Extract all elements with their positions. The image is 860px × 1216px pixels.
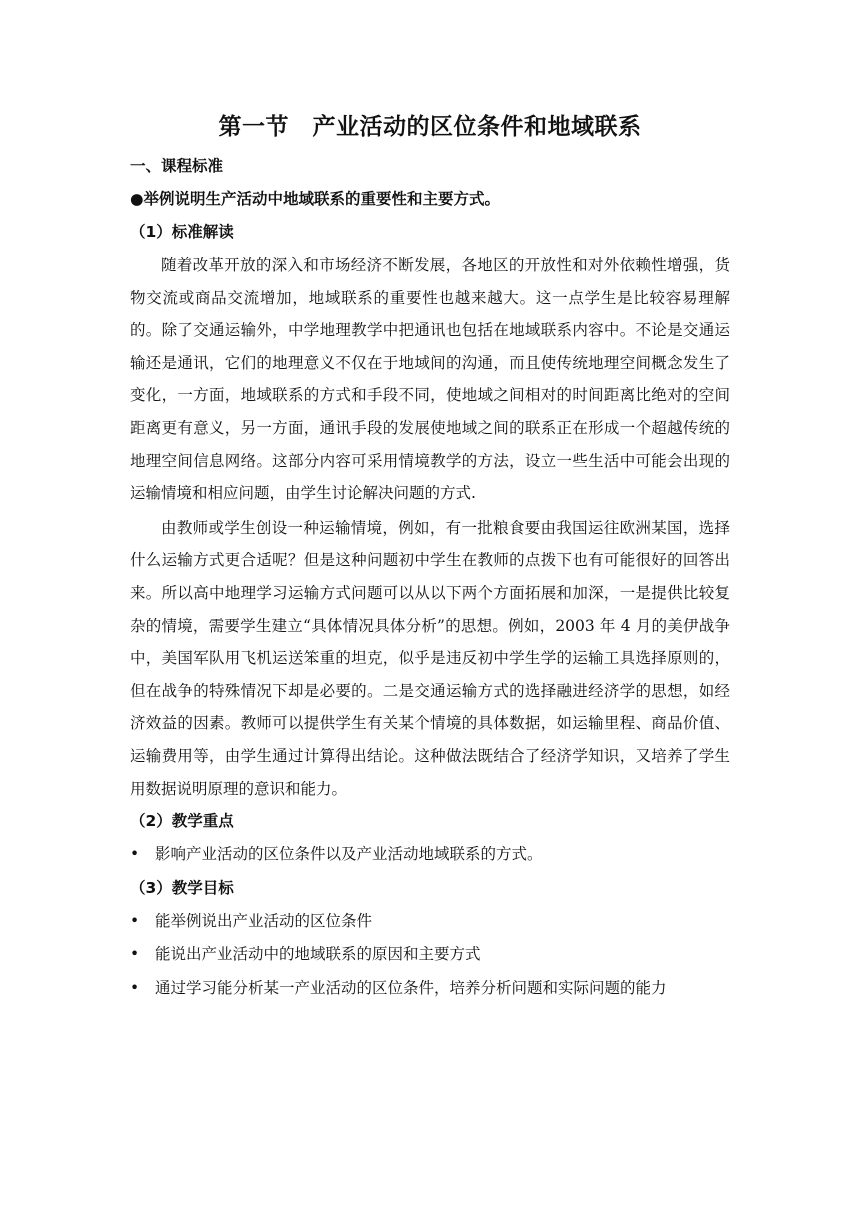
list-item	[130, 838, 730, 872]
bullet-icon: •	[130, 845, 140, 864]
list-item	[130, 905, 730, 939]
focus-item-text: 影响产业活动的区位条件以及产业活动地域联系的方式。	[155, 845, 543, 864]
bullet-icon: •	[130, 911, 140, 930]
objectives-list	[130, 905, 730, 1006]
objective-item-text: 能举例说出产业活动的区位条件	[155, 911, 373, 930]
bullet-icon: •	[130, 978, 140, 997]
interpretation-paragraph-2: 由教师或学生创设一种运输情境，例如，有一批粮食要由我国运往欧洲某国，选择什么运输方式更合适呢？但是这种问题初中学生在教师的点拨下也有可能很好的回答出来。所以高中地理学习运输方式问题可以从以下两个方面拓展和加深，一是提供比较复杂的情境，需要学生建立“具体情况具体分析”的思想。例如，2003 年 4 月的美伊战争中，美国军队用飞机运送笨重的坦克，似乎是违反初中学生学的运输工具选择原则的，但在战争的特殊情况下却是必要的。二是交通运输方式的选择融进经济学的思想，如经济效益的因素。教师可以提供学生有关某个情境的具体数据，如运输里程、商品价值、运输费用等，由学生通过计算得出结论。这种做法既结合了经济学知识，又培养了学生用数据说明原理的意识和能力。	[130, 518, 730, 798]
interpretation-paragraph-1: 随着改革开放的深入和市场经济不断发展，各地区的开放性和对外依赖性增强，货物交流或商品交流增加，地域联系的重要性也越来越大。这一点学生是比较容易理解的。除了交通运输外，中学地理教学中把通讯也包括在地域联系内容中。不论是交通运输还是通讯，它们的地理意义不仅在于地域间的沟通，而且使传统地理空间概念发生了变化，一方面，地域联系的方式和手段不同，使地域之间相对的时间距离比绝对的空间距离更有意义，另一方面，通讯手段的发展使地域之间的联系正在形成一个超越传统的地理空间信息网络。这部分内容可采用情境教学的方法，设立一些生活中可能会出现的运输情境和相应问题，由学生讨论解决问题的方式.	[130, 256, 730, 503]
objective-item-text: 能说出产业活动中的地域联系的原因和主要方式	[155, 945, 481, 964]
section-heading-focus: （2）教学重点	[130, 812, 234, 831]
document-page	[130, 110, 730, 1005]
bullet-icon: •	[130, 945, 140, 964]
focus-list	[130, 838, 730, 872]
list-item	[130, 972, 730, 1006]
section-heading-objectives: （3）教学目标	[130, 878, 234, 897]
objective-item-text: 通过学习能分析某一产业活动的区位条件，培养分析问题和实际问题的能力	[155, 978, 667, 997]
section-heading-interpretation: （1）标准解读	[130, 223, 234, 241]
section-heading-curriculum: 一、课程标准	[130, 157, 224, 175]
curriculum-standard: ●举例说明生产活动中地域联系的重要性和主要方式。	[130, 190, 501, 208]
list-item	[130, 938, 730, 972]
page-title: 第一节 产业活动的区位条件和地域联系	[218, 114, 642, 140]
